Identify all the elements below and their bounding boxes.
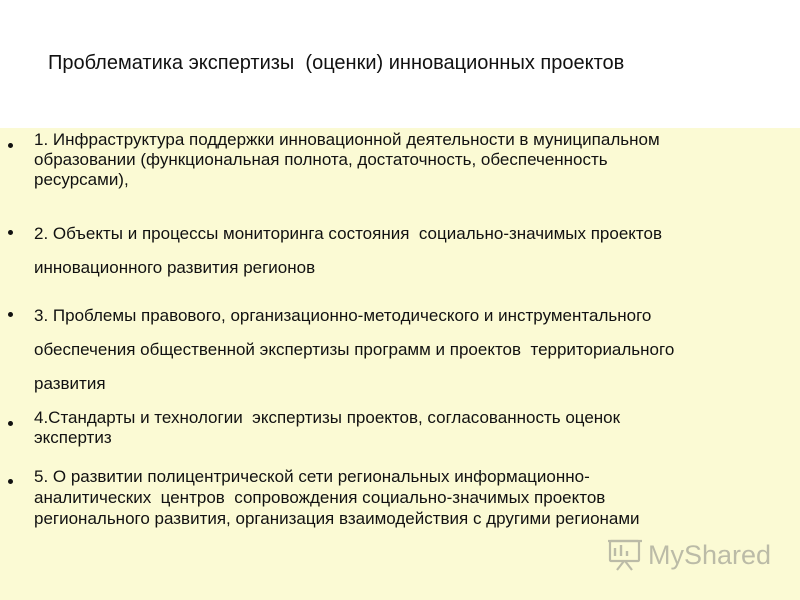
bullet-dot-icon (8, 230, 13, 235)
bullet-line: обеспечения общественной экспертизы программ и проектов территориального (34, 340, 675, 359)
bullet-dot-icon (8, 312, 13, 317)
watermark-text: MyShared (648, 540, 772, 570)
myshared-watermark (606, 538, 776, 574)
bullet-line: 3. Проблемы правового, организационно-методического и инструментального (34, 306, 652, 325)
bullet-line: 4.Стандарты и технологии экспертизы проектов, согласованность оценок (34, 408, 621, 427)
bullet-line: развития (34, 374, 106, 393)
presentation-board-icon (606, 538, 644, 572)
bullet-line: регионального развития, организация взаимодействия с другими регионами (34, 509, 640, 528)
slide-title: Проблематика экспертизы (оценки) инновационных проектов (48, 52, 625, 74)
bullet-line: ресурсами), (34, 170, 129, 189)
bullet-line: экспертиз (34, 428, 112, 447)
bullet-line: аналитических центров сопровождения социально-значимых проектов (34, 488, 606, 507)
bullet-line: образовании (функциональная полнота, достаточность, обеспеченность (34, 150, 608, 169)
bullet-dot-icon (8, 421, 13, 426)
bullet-text (34, 217, 798, 285)
bullet-text (34, 299, 798, 401)
bullet-text (34, 130, 798, 190)
bullet-line: 2. Объекты и процессы мониторинга состояния социально-значимых проектов (34, 224, 663, 243)
bullet-line: 1. Инфраструктура поддержки инновационной деятельности в муниципальном (34, 130, 660, 149)
bullet-line: инновационного развития регионов (34, 258, 316, 277)
bullet-text (34, 466, 798, 529)
bullet-line: 5. О развитии полицентрической сети региональных информационно- (34, 467, 590, 486)
bullet-dot-icon (8, 479, 13, 484)
bullet-text (34, 408, 798, 448)
bullet-dot-icon (8, 143, 13, 148)
